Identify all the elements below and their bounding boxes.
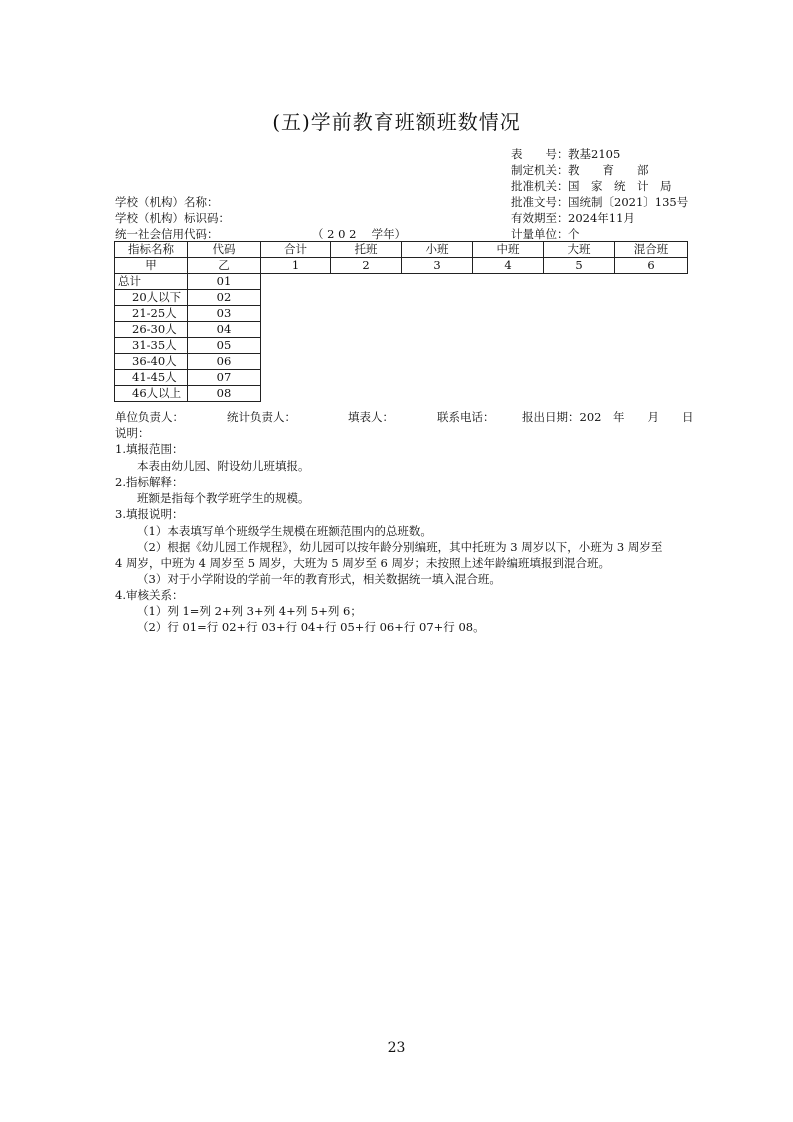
notes-paragraph: （2）根据《幼儿园工作规程》，幼儿园可以按年龄分别编班，其中托班为 3 周岁以下，小班为 3 周岁至 [137, 540, 663, 554]
stat-head-label: 统计负责人： [227, 410, 296, 424]
meta-value: 国 家 统 计 局 [568, 179, 672, 193]
header-cell: 托班 [331, 242, 402, 258]
header-cell: 中班 [473, 242, 544, 258]
table-row [115, 274, 688, 290]
row-code: 06 [188, 354, 261, 370]
unit-head-label: 单位负责人： [115, 410, 184, 424]
notes-paragraph: 本表由幼儿园、附设幼儿班填报。 [137, 459, 310, 473]
notes-paragraph: （1）本表填写单个班级学生规模在班额范围内的总班数。 [137, 524, 432, 538]
row-label: 总计 [115, 274, 188, 290]
row-code: 03 [188, 306, 261, 322]
code-cell: 3 [402, 258, 473, 274]
notes-paragraph: （1）列 1=列 2+列 3+列 4+列 5+列 6； [137, 604, 362, 618]
row-code: 04 [188, 322, 261, 338]
page-number: 23 [387, 1040, 406, 1056]
header-cell: 小班 [402, 242, 473, 258]
row-label: 41-45人 [115, 370, 188, 386]
row-code: 05 [188, 338, 261, 354]
table-header-row [115, 242, 688, 258]
table-code-row [115, 258, 688, 274]
code-cell: 5 [544, 258, 615, 274]
row-label: 36-40人 [115, 354, 188, 370]
meta-unit [511, 226, 580, 242]
notes-paragraph: （2）行 01=行 02+行 03+行 04+行 05+行 06+行 07+行 08。 [137, 620, 485, 634]
code-cell: 甲 [115, 258, 188, 274]
school-name-label: 学校（机构）名称： [115, 195, 219, 209]
notes-section-title: 4.审核关系： [115, 588, 184, 602]
report-date-label: 报出日期：202 年 月 日 [522, 410, 694, 424]
meta-key: 有效期至： [511, 211, 569, 225]
meta-value: 国统制〔2021〕135号 [568, 195, 689, 209]
meta-key: 表 号： [511, 147, 569, 161]
notes-paragraph: （3）对于小学附设的学前一年的教育形式，相关数据统一填入混合班。 [137, 572, 501, 586]
notes-heading: 说明： [115, 426, 150, 440]
meta-value: 2024年11月 [568, 211, 635, 225]
meta-value: 教 育 部 [568, 163, 649, 177]
notes-paragraph: 4 周岁，中班为 4 周岁至 5 周岁，大班为 5 周岁至 6 周岁；未按照上述年龄编班填报到混合班。 [115, 556, 610, 570]
row-code: 08 [188, 386, 261, 402]
meta-value: 个 [568, 227, 580, 241]
header-cell: 代码 [188, 242, 261, 258]
row-code: 01 [188, 274, 261, 290]
notes-paragraph: 班额是指每个教学班学生的规模。 [137, 491, 310, 505]
meta-form-number [511, 146, 620, 162]
school-year-label: （ 2 0 2 学年） [312, 227, 407, 241]
class-size-table [114, 241, 688, 402]
row-label: 20人以下 [115, 290, 188, 306]
page-title: (五)学前教育班额班数情况 [272, 110, 521, 134]
header-cell: 大班 [544, 242, 615, 258]
code-cell: 6 [615, 258, 688, 274]
header-cell: 指标名称 [115, 242, 188, 258]
code-cell: 乙 [188, 258, 261, 274]
row-code: 02 [188, 290, 261, 306]
row-label: 31-35人 [115, 338, 188, 354]
meta-key: 批准文号： [511, 195, 569, 209]
code-cell: 4 [473, 258, 544, 274]
meta-approval-number [511, 194, 688, 210]
credit-code-label: 统一社会信用代码： [115, 227, 219, 241]
meta-value: 教基2105 [568, 147, 621, 161]
notes-section-title: 3.填报说明： [115, 507, 184, 521]
school-id-label: 学校（机构）标识码： [115, 211, 230, 225]
row-label: 46人以上 [115, 386, 188, 402]
table-empty-area [261, 274, 688, 402]
row-code: 07 [188, 370, 261, 386]
meta-valid-until [511, 210, 635, 226]
notes-section-title: 2.指标解释： [115, 475, 184, 489]
meta-issuer [511, 162, 649, 178]
filler-label: 填表人： [348, 410, 394, 424]
meta-key: 制定机关： [511, 163, 569, 177]
code-cell: 2 [331, 258, 402, 274]
row-label: 21-25人 [115, 306, 188, 322]
row-label: 26-30人 [115, 322, 188, 338]
notes-section-title: 1.填报范围： [115, 442, 184, 456]
meta-approver [511, 178, 672, 194]
meta-key: 计量单位： [511, 227, 569, 241]
header-cell: 合计 [261, 242, 331, 258]
header-cell: 混合班 [615, 242, 688, 258]
code-cell: 1 [261, 258, 331, 274]
phone-label: 联系电话： [437, 410, 495, 424]
meta-key: 批准机关： [511, 179, 569, 193]
